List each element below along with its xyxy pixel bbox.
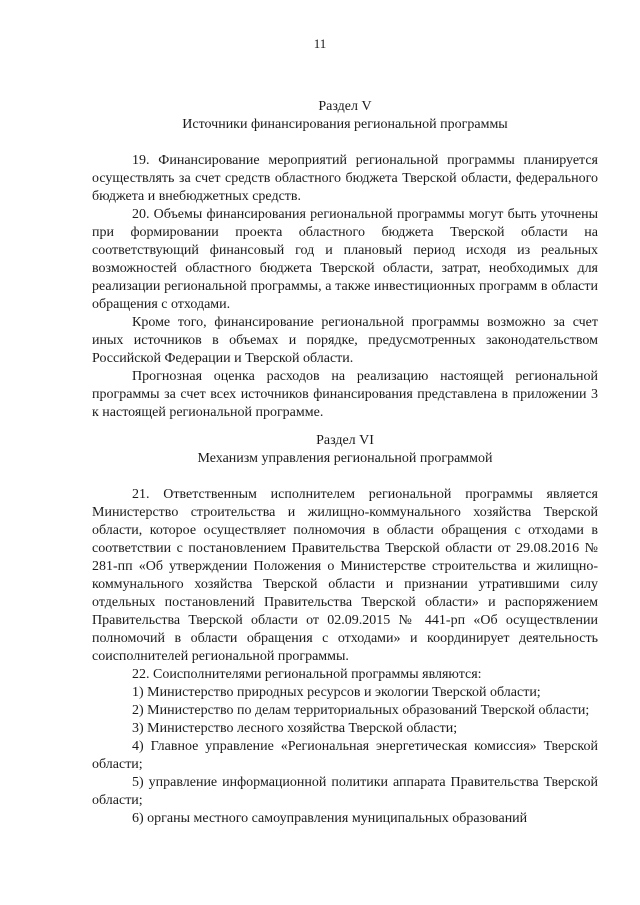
section-6-subtitle: Механизм управления региональной программой [197,451,493,466]
page-number: 11 [313,36,327,51]
list-item: 1) Министерство природных ресурсов и экологии Тверской области; [132,685,541,700]
paragraph-other-sources: Кроме того, финансирование региональной программы возможно за счет иных источников в объемах и порядке, предусмотренных законодательством Российской Федерации и Тверской области. [92,315,598,366]
paragraph-19: 19. Финансирование мероприятий региональной программы планируется осуществлять за счет средств областного бюджета Тверской области, федерального бюджета и внебюджетных средств. [92,153,598,204]
list-item: 3) Министерство лесного хозяйства Тверской области; [132,721,458,736]
paragraph-forecast: Прогнозная оценка расходов на реализацию настоящей региональной программы за счет всех источников финансирования представлена в приложении 3 к настоящей региональной программе. [92,369,598,420]
paragraph-20: 20. Объемы финансирования региональной программы могут быть уточнены при формировании проекта областного бюджета Тверской области на соответствующий финансовый год и плановый период исходя из реальных возможностей областного бюджета Тверской области, затрат, необходимых для реализации региональной программы, а также инвестиционных программ в области обращения с отходами. [92,207,598,312]
section-6 [92,432,598,828]
list-item: 2) Министерство по делам территориальных образований Тверской области; [132,703,590,718]
section-5-title: Раздел V [318,99,372,114]
section-5 [92,98,598,422]
list-item: 4) Главное управление «Региональная энергетическая комиссия» Тверской области; [92,739,598,772]
list-item: 5) управление информационной политики аппарата Правительства Тверской области; [92,775,598,808]
paragraph-22: 22. Соисполнителями региональной программы являются: [132,667,482,682]
paragraph-21: 21. Ответственным исполнителем региональной программы является Министерство строительства и жилищно-коммунального хозяйства Тверской области, которое осуществляет полномочия в области обращения с отходами в соответствии с постановлением Правительства Тверской области от 29.08.2016 № 281-пп «Об утверждении Положения о Министерстве строительства и жилищно-коммунального хозяйства Тверской области и признании утратившими силу отдельных постановлений Правительства Тверской области» и распоряжением Правительства Тверской области от 02.09.2015 № 441-рп «Об осуществлении полномочий в области обращения с отходами» и координирует деятельность соисполнителей региональной программы. [92,487,598,664]
list-item: 6) органы местного самоуправления муниципальных образований [132,811,528,826]
section-5-subtitle: Источники финансирования региональной программы [182,117,508,132]
section-6-title: Раздел VI [316,433,374,448]
